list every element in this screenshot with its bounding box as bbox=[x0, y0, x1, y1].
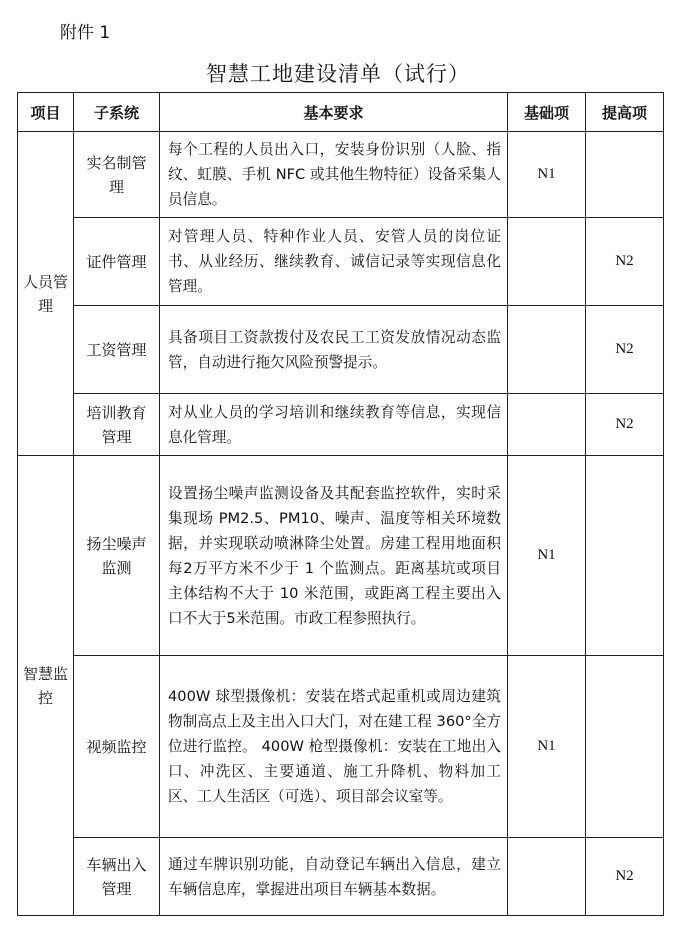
advanced-cell bbox=[586, 132, 664, 218]
table-row bbox=[18, 456, 664, 656]
table-row bbox=[18, 394, 664, 456]
advanced-cell: N2 bbox=[586, 218, 664, 306]
column-header-subsystem: 子系统 bbox=[74, 93, 160, 132]
advanced-cell: N2 bbox=[586, 394, 664, 456]
group-cell: 智慧监控 bbox=[18, 456, 74, 916]
basic-cell: N1 bbox=[508, 132, 586, 218]
requirement-cell: 对管理人员、特种作业人员、安管人员的岗位证书、从业经历、继续教育、诚信记录等实现信息化管理。 bbox=[160, 218, 508, 306]
table-header-row bbox=[18, 93, 664, 132]
construction-checklist-table bbox=[17, 92, 664, 916]
advanced-cell bbox=[586, 456, 664, 656]
column-header-item: 项目 bbox=[18, 93, 74, 132]
subsystem-cell: 证件管理 bbox=[74, 218, 160, 306]
document-title: 智慧工地建设清单（试行） bbox=[206, 62, 470, 86]
subsystem-cell: 视频监控 bbox=[74, 656, 160, 838]
subsystem-cell: 培训教育管理 bbox=[74, 394, 160, 456]
table-row bbox=[18, 656, 664, 838]
advanced-cell bbox=[586, 656, 664, 838]
basic-cell bbox=[508, 394, 586, 456]
requirement-cell: 400W 球型摄像机：安装在塔式起重机或周边建筑物制高点上及主出入口大门，对在建工程 360°全方位进行监控。 400W 枪型摄像机：安装在工地出入口、冲洗区、主要通道、施工升降机、物料加工区、工人生活区（可选）、项目部会议室等。 bbox=[160, 656, 508, 838]
basic-cell bbox=[508, 838, 586, 916]
subsystem-cell: 扬尘噪声监测 bbox=[74, 456, 160, 656]
column-header-basic: 基础项 bbox=[508, 93, 586, 132]
basic-cell: N1 bbox=[508, 456, 586, 656]
requirement-cell: 对从业人员的学习培训和继续教育等信息，实现信息化管理。 bbox=[160, 394, 508, 456]
advanced-cell: N2 bbox=[586, 838, 664, 916]
subsystem-cell: 工资管理 bbox=[74, 306, 160, 394]
requirement-cell: 设置扬尘噪声监测设备及其配套监控软件，实时采集现场 PM2.5、PM10、噪声、温度等相关环境数据，并实现联动喷淋降尘处置。房建工程用地面积每2万平方米不少于 1 个监测点。距离基坑或项目主体结构不大于 10 米范围，或距离工程主要出入口不大于5米范围。市政工程参照执行。 bbox=[160, 456, 508, 656]
basic-cell bbox=[508, 218, 586, 306]
table-row bbox=[18, 306, 664, 394]
column-header-advanced: 提高项 bbox=[586, 93, 664, 132]
attachment-label: 附件 1 bbox=[60, 23, 111, 43]
table-row bbox=[18, 132, 664, 218]
advanced-cell: N2 bbox=[586, 306, 664, 394]
requirement-cell: 通过车牌识别功能，自动登记车辆出入信息，建立车辆信息库，掌握进出项目车辆基本数据。 bbox=[160, 838, 508, 916]
table-row bbox=[18, 218, 664, 306]
group-cell: 人员管理 bbox=[18, 132, 74, 456]
column-header-requirement: 基本要求 bbox=[160, 93, 508, 132]
subsystem-cell: 车辆出入管理 bbox=[74, 838, 160, 916]
basic-cell bbox=[508, 306, 586, 394]
requirement-cell: 每个工程的人员出入口，安装身份识别（人脸、指纹、虹膜、手机 NFC 或其他生物特征）设备采集人员信息。 bbox=[160, 132, 508, 218]
table-row bbox=[18, 838, 664, 916]
subsystem-cell: 实名制管理 bbox=[74, 132, 160, 218]
basic-cell: N1 bbox=[508, 656, 586, 838]
requirement-cell: 具备项目工资款拨付及农民工工资发放情况动态监管，自动进行拖欠风险预警提示。 bbox=[160, 306, 508, 394]
